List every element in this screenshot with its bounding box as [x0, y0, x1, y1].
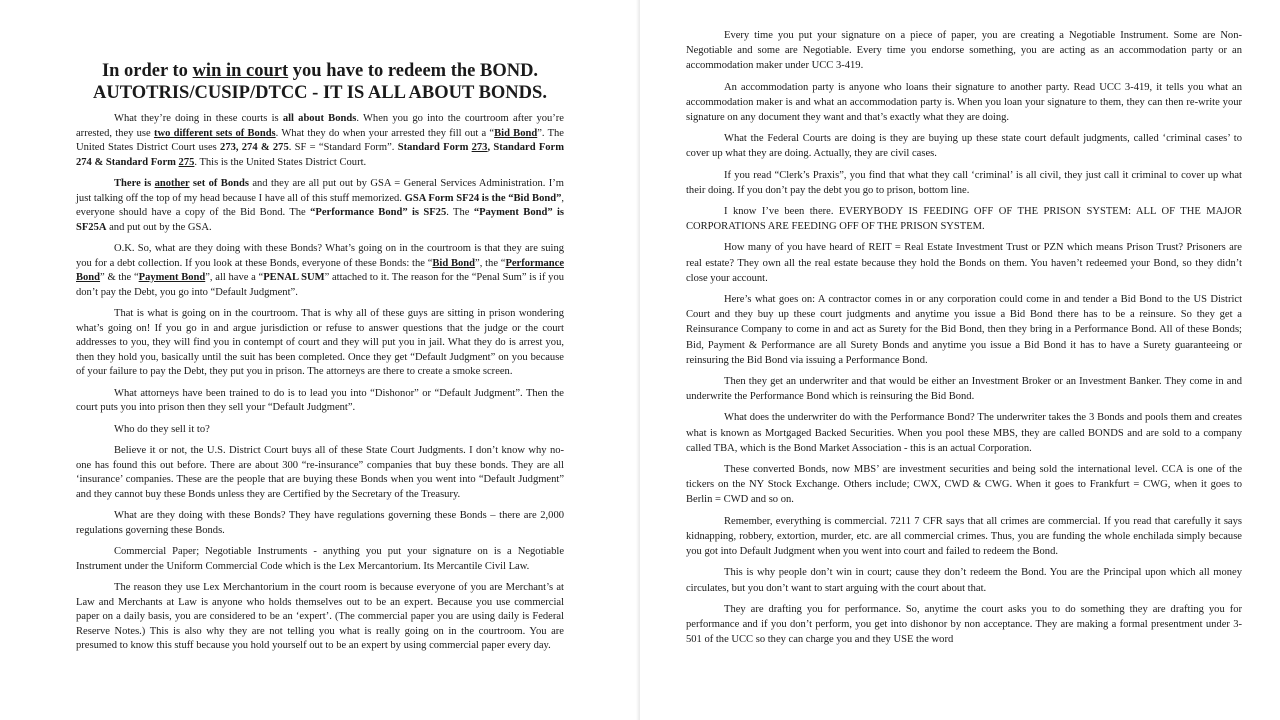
- emphasized-text: GSA Form SF24 is the “Bid Bond”: [404, 192, 562, 204]
- paragraph: Remember, everything is commercial. 7211 7 CFR says that all crimes are commercial. If you read that carefully it says kidnapping, robbery, extortion, murder, etc. are all commercial crimes. Thus, you are funding the whole enchilada simply because you got into Default Judgment when you went into court and failed to redeem the Bond.: [686, 515, 1242, 558]
- paragraph: Every time you put your signature on a piece of paper, you are creating a Negotiable Instrument. Some are Non-Negotiable and some are Negotiable. Every time you endorse something, you are acting as an accommodation party or an accommodation maker under UCC 3-419.: [686, 30, 1242, 72]
- paragraph: This is why people don’t win in court; cause they don’t redeem the Bond. You are the Principal upon which all money circulates, but you don’t want to start arguing with the court about that.: [686, 567, 1242, 594]
- paragraph: What the Federal Courts are doing is they are buying up these state court default judgments, called ‘criminal cases’ to cover up what they are doing. Actually, they are civil cases.: [686, 133, 1242, 160]
- emphasized-text: “Performance Bond” is SF25: [310, 207, 447, 218]
- emphasized-text: PENAL SUM: [263, 272, 325, 283]
- title-line-1: [76, 60, 564, 82]
- title-line-1-start: In order to: [101, 61, 193, 81]
- document-title: [76, 60, 564, 104]
- emphasized-text: Bid Bond: [432, 257, 476, 269]
- emphasized-text: Performance Bond: [76, 257, 564, 283]
- emphasized-text: , Standard Form: [487, 142, 565, 153]
- paragraph: That is what is going on in the courtroom. That is why all of these guys are sitting in prison wondering what’s going on! If you go in and argue jurisdiction or refuse to answer questions that the judge or the court addresses to you, they will find you in contempt of court and they will put you in jail. What they do is arrest you, then they hold you, basically until the suit has been completed. Once they get “Default Judgment” on you because of your failure to pay the Debt, they put you in prison. The attorneys are there to create a smoke screen.: [76, 308, 564, 377]
- paragraph: These converted Bonds, now MBS’ are investment securities and being sold the international level. CCA is one of the tickers on the NY Stock Exchange. Others include; CWX, CWD & CWG. When it goes to Frankfurt = CWG, when it goes to Berlin = CWD and so on.: [686, 464, 1242, 506]
- text-run: ” & the “: [100, 272, 139, 283]
- text-run: . SF = “Standard Form”.: [288, 142, 398, 153]
- title-line-1-end: you have to redeem the BOND.: [288, 61, 539, 81]
- emphasized-text: two different sets of Bonds: [153, 127, 276, 139]
- paragraph: I know I’ve been there. EVERYBODY IS FEEDING OFF OF THE PRISON SYSTEM: ALL OF THE MAJOR CORPORATIONS ARE FEEDING OFF OF THE PRISON SYSTEM.: [686, 206, 1242, 233]
- paragraph: What does the underwriter do with the Performance Bond? The underwriter takes the 3 Bonds and pools them and creates what is known as Mortgaged Backed Securities. When you pool these MBS, they are called BONDS and are sold to a company called TBA, which is the Bond Market Association - this is an actual Corporation.: [686, 412, 1242, 454]
- paragraph: Who do they sell it to?: [114, 423, 210, 435]
- paragraph: If you read “Clerk’s Praxis”, you find that what they call ‘criminal’ is all civil, they just call it criminal to cover up what their doing. If you don’t pay the debt you go to prison, bottom line.: [686, 169, 1242, 196]
- emphasized-text: 275: [178, 156, 195, 168]
- paragraph: How many of you have heard of REIT = Real Estate Investment Trust or PZN which means Prison Trust? Prisoners are real estate? They own all the real estate because they hold the Bonds on them. You haven’t redeemed your Bond, so they didn’t close your account.: [686, 242, 1242, 284]
- paragraph: Commercial Paper; Negotiable Instruments - anything you put your signature on is a Negotiable Instrument under the Uniform Commercial Code which is the Lex Mercantorium. Its Mercantile Civil Law.: [76, 546, 564, 572]
- paragraph: Then they get an underwriter and that would be either an Investment Broker or an Investment Banker. They come in and underwrite the Performance Bond which is reinsuring the Bid Bond.: [686, 376, 1242, 403]
- text-run: ”. The United States District Court uses: [76, 127, 564, 153]
- emphasized-text: 274: [76, 156, 92, 168]
- paragraph: The reason they use Lex Merchantorium in the court room is because everyone of you are Merchant’s at Law and Merchants at Law is anyone who holds themselves out to be an expert. Because you use commercial paper on a daily basis, you are considered to be an ‘expert’. (The commercial paper you are using daily is Federal Reserve Notes.) This is also why they are not telling you what is really going on in the courtroom. You are presumed to know this stuff because you hold yourself out to be an expert by using commercial paper every day.: [76, 582, 564, 651]
- title-underlined-phrase: win in court: [192, 61, 289, 81]
- paragraph: An accommodation party is anyone who loans their signature to another party. Read UCC 3-419, it tells you what an accommodation maker is and what an accommodation party is. When you loan your signature to them, they can then re-write your signature on any document they want and that’s exactly what they are doing.: [686, 81, 1242, 124]
- text-run: and they are all put out by GSA = General Services Administration. I’m just talking off the top of my head because I have all of this stuff memorized.: [76, 178, 564, 204]
- text-run: . The: [446, 207, 474, 218]
- text-run: and put out by the GSA.: [106, 221, 212, 233]
- paragraph: Here’s what goes on: A contractor comes in or any corporation could come in and tender a Bid Bond to the US District Court and they buy up these court judgments and anytime you issue a Bid Bond there has to be a reinsure. So they get a Reinsurance Company to come in and act as Surety for the Bid Bond, then they bring in a Performance Bond. All of these Bonds; Bid, Payment & Performance are all Surety Bonds and anytime you issue a Bid Bond it has to have a Surety guaranteeing or reinsuring the Bid Bond via issuing a Performance Bond.: [686, 294, 1242, 366]
- text-run: ” attached to it. The reason for the “Penal Sum” is if you don’t pay the Debt, you go into “Default Judgment”.: [76, 272, 564, 298]
- paragraph: What attorneys have been trained to do is to lead you into “Dishonor” or “Default Judgment”. Then the court puts you into prison then they sell your “Default Judgment”.: [76, 387, 564, 413]
- emphasized-text: 273: [471, 142, 488, 153]
- text-run: ”, all have a “: [205, 272, 264, 283]
- emphasized-text: There is: [114, 178, 155, 189]
- text-run: . This is the United States District Court.: [194, 156, 367, 168]
- emphasized-text: set of Bonds: [189, 178, 249, 189]
- paragraph: [76, 112, 564, 170]
- text-run: . When you go into the courtroom after you’re arrested, they use: [76, 113, 564, 139]
- emphasized-text: Bid Bond: [494, 127, 538, 139]
- emphasized-text: & Standard Form: [91, 156, 179, 168]
- paragraph: They are drafting you for performance. So, anytime the court asks you to do something they are drafting you for performance and if you don’t perform, you get into dishonor by non acceptance. They are making a formal presentment under 3-501 of the UCC so they can charge you and they USE the word: [686, 603, 1242, 646]
- emphasized-text: Standard Form: [397, 142, 472, 153]
- emphasized-text: “Payment Bond” is SF25A: [76, 207, 564, 233]
- paragraph: What are they doing with these Bonds? They have regulations governing these Bonds – there are 2,000 regulations governing these Bonds.: [76, 510, 564, 536]
- emphasized-text: 273, 274 & 275: [220, 142, 289, 153]
- text-run: , everyone should have a copy of the Bid Bond. The: [76, 192, 564, 218]
- text-run: ”, the “: [475, 257, 506, 269]
- text-run: . What they do when your arrested they fill out a “: [275, 127, 495, 139]
- right-page: [640, 0, 1280, 720]
- paragraph: [76, 242, 564, 300]
- emphasized-text: Payment Bond: [138, 272, 206, 283]
- emphasized-text: all about Bonds: [282, 113, 357, 124]
- title-line-2: AUTOTRIS/CUSIP/DTCC - IT IS ALL ABOUT BONDS.: [93, 83, 547, 103]
- emphasized-text: another: [154, 178, 190, 189]
- paragraph: [76, 177, 564, 235]
- text-run: What they’re doing in these courts is: [114, 113, 283, 124]
- paragraph: Believe it or not, the U.S. District Court buys all of these State Court Judgments. I don’t know why no-one has found this out before. There are about 300 “re-insurance” companies that buy these bonds. They are all ‘insurance’ companies. These are the people that are buying these Bonds when you went into “Default Judgment” and they cannot buy these Bonds unless they are Certified by the Secretary of the Treasury.: [76, 445, 564, 500]
- text-run: O.K. So, what are they doing with these Bonds? What’s going on in the courtroom is that they are suing you for a debt collection. If you look at these Bonds, everyone of these Bonds: the “: [76, 243, 564, 269]
